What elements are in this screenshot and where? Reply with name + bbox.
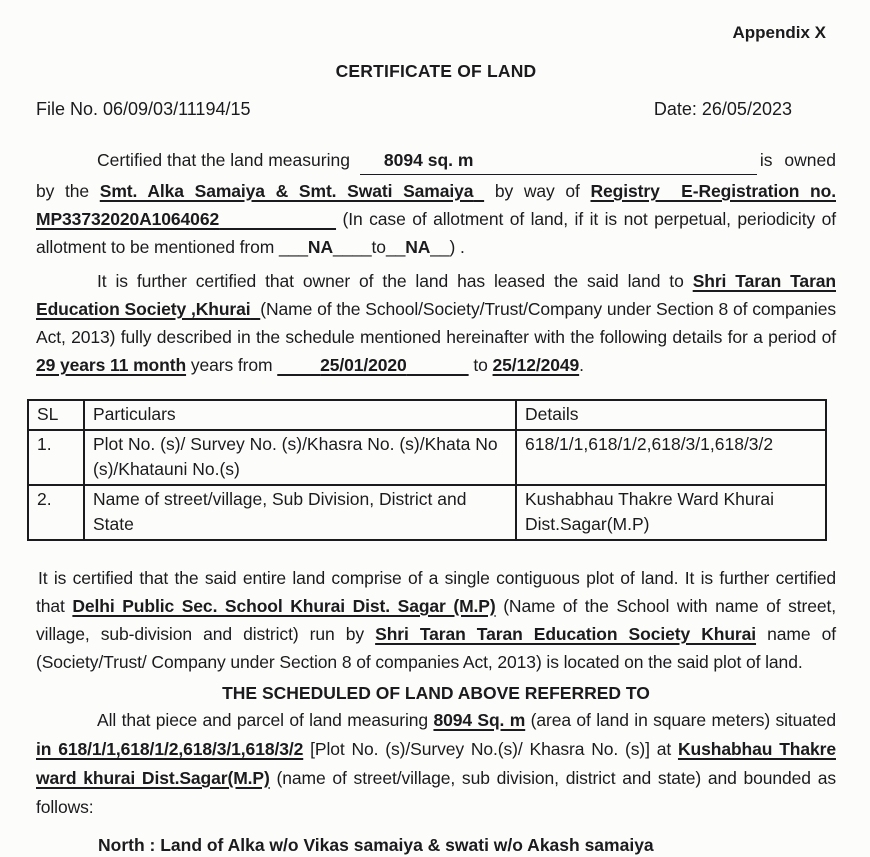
document-date: Date: 26/05/2023 — [653, 99, 792, 119]
boundary-north: North : Land of Alka w/o Vikas samaiya & swati w/o Akash samaiya — [98, 835, 654, 855]
header-particulars: Particulars — [84, 400, 516, 430]
table-header-row — [28, 400, 826, 430]
is-owned-text: is owned — [759, 150, 836, 170]
table-row-plot — [28, 430, 826, 485]
document-title: CERTIFICATE OF LAND — [335, 61, 537, 81]
land-measure-label: Certified that the land measuring — [97, 150, 350, 170]
schedule-table — [27, 399, 827, 541]
cell-particulars: Plot No. (s)/ Survey No. (s)/Khasra No. (s)/Khata No (s)/Khatauni No.(s) — [84, 430, 516, 485]
school-location-paragraph: It is certified that the said entire land comprise of a single contiguous plot of land. It is further certified that Delhi Public Sec. School Khurai Dist. Sagar (M.P) (Name of the School with name of street, village, sub-division and district) run by Shri Taran Taran Education Society Khurai name of (Society/Trust/ Company under Section 8 of companies Act, 2013) is located on the said plot of land. — [36, 568, 836, 672]
cell-details: 618/1/1,618/1/2,618/3/1,618/3/2 — [516, 430, 826, 485]
cell-sl: 1. — [28, 430, 84, 485]
land-area-value: 8094 sq. m — [383, 150, 474, 170]
schedule-heading: THE SCHEDULED OF LAND ABOVE REFERRED TO — [222, 683, 650, 703]
file-date-row — [36, 98, 836, 121]
ownership-paragraph: by the Smt. Alka Samaiya & Smt. Swati Samaiya by way of Registry E-Registration no. MP33732020A1064062 (In case of allotment of land, if it is not perpetual, periodicity of allotment to be mentioned from ___NA____to__NA__) . — [36, 181, 837, 257]
land-measure-line — [36, 146, 836, 177]
cell-sl: 2. — [28, 485, 84, 540]
land-area-blank — [360, 146, 757, 175]
parcel-paragraph: All that piece and parcel of land measuring 8094 Sq. m (area of land in square meters) situated in 618/1/1,618/1/2,618/3/1,618/3/2 [Plot No. (s)/Survey No.(s)/ Khasra No. (s)] at Kushabhau Thakre ward khurai Dist.Sagar(M.P) (name of street/village, sub division, district and state) and bounded as follows: — [36, 710, 836, 817]
cell-particulars: Name of street/village, Sub Division, District and State — [84, 485, 516, 540]
header-sl: SL — [28, 400, 84, 430]
header-details: Details — [516, 400, 826, 430]
cell-details: Kushabhau Thakre Ward Khurai Dist.Sagar(M.P) — [516, 485, 826, 540]
table-row-street — [28, 485, 826, 540]
appendix-label: Appendix X — [732, 23, 826, 42]
lease-paragraph: It is further certified that owner of the land has leased the said land to Shri Taran Taran Education Society ,Khurai (Name of the School/Society/Trust/Company under Section 8 of companies Act, 2013) fully described in the schedule mentioned hereinafter with the following details for a period of 29 years 11 month years from 25/01/2020 to 25/12/2049. — [36, 271, 836, 375]
file-number: File No. 06/09/03/11194/15 — [36, 99, 251, 119]
